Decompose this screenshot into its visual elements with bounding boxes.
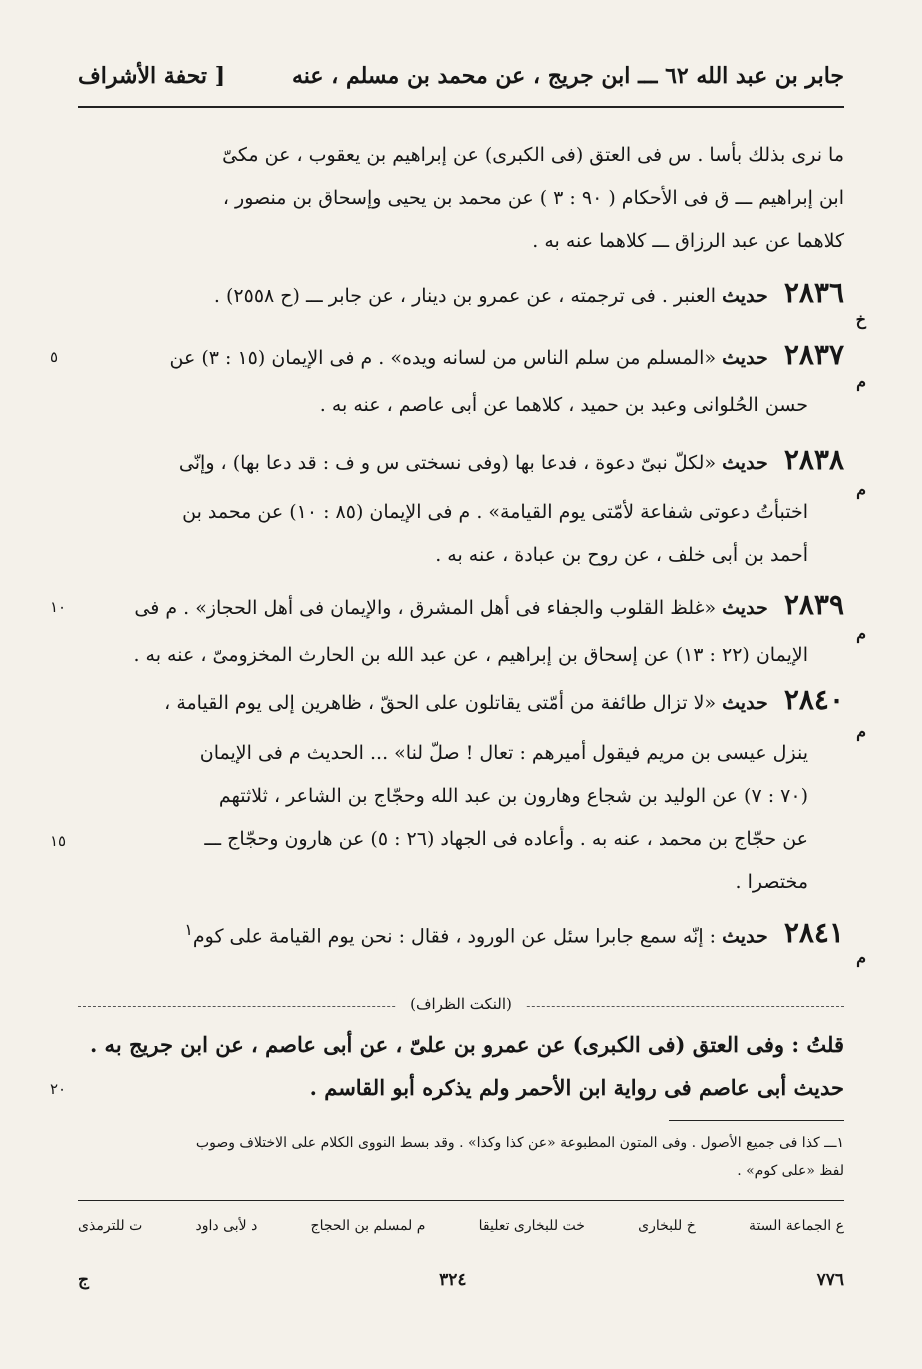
- margin-line-number: ٥: [50, 348, 59, 366]
- hadith-continuation: عن حجّاج بن محمد ، عنه به . وأعاده فى الجهاد (٢٦ : ٥) عن هارون وحجّاج ـــ: [204, 828, 808, 850]
- sigla-mark: م: [856, 624, 866, 643]
- hadith-entry: [78, 685, 844, 718]
- hadith-continuation: الإيمان (٢٢ : ١٣) عن إسحاق بن إبراهيم ، عن عبد الله بن الحارث المخزومىّ ، عنه به .: [133, 644, 808, 666]
- hadith-number: ٢٨٣٨: [783, 443, 844, 476]
- volume-letter: ج: [78, 1270, 89, 1290]
- hadith-label: حديث: [722, 452, 768, 474]
- sigla-mark: م: [856, 480, 866, 499]
- hadith-label: حديث: [722, 692, 768, 714]
- legend-item: ع الجماعة الستة: [748, 1218, 844, 1234]
- hadith-continuation: أحمد بن أبى خلف ، عن روح بن عبادة ، عنه به .: [435, 544, 808, 566]
- hadith-number: ٢٨٤١: [783, 916, 844, 950]
- hadith-text: العنبر . فى ترجمته ، عن عمرو بن دينار ، عن جابر ـــ (ح ٢٥٥٨) .: [213, 285, 717, 307]
- legend-item: م لمسلم بن الحجاج: [310, 1218, 426, 1234]
- hadith-label: حديث: [722, 597, 768, 619]
- hadith-text: «غلظ القلوب والجفاء فى أهل المشرق ، والإيمان فى أهل الحجاز» . م فى: [134, 597, 717, 619]
- page-number-right: ٧٧٦: [816, 1270, 844, 1290]
- hadith-text: : إنّه سمع جابرا سئل عن الورود ، فقال : نحن يوم القيامة على كوم: [192, 925, 717, 948]
- legend-item: ت للترمذى: [78, 1218, 143, 1234]
- hadith-label: حديث: [722, 925, 768, 948]
- section-divider: [78, 995, 844, 1017]
- margin-line-number: ١٥: [50, 832, 67, 850]
- footnote-rule: [669, 1120, 844, 1121]
- running-title: جابر بن عبد الله ٦٢ ـــ ابن جريج ، عن محمد بن مسلم ، عنه: [292, 63, 844, 89]
- hadith-continuation: (٧٠ : ٧) عن الوليد بن شجاع وهارون بن عبد الله وحجّاج بن الشاعر ، ثلاثتهم: [218, 785, 808, 807]
- hadith-continuation: اختبأتُ دعوتى شفاعة لأمّتى يوم القيامة» . م فى الإيمان (٨٥ : ١٠) عن محمد بن: [182, 501, 808, 523]
- hadith-number: ٢٨٣٧: [783, 338, 844, 371]
- footnote-line: لفظ «على كوم» .: [737, 1163, 844, 1179]
- text-line: كلاهما عن عبد الرزاق ـــ كلاهما عنه به .: [532, 230, 844, 252]
- sigla-mark: خ: [855, 310, 866, 329]
- hadith-continuation: مختصرا .: [735, 871, 808, 893]
- hadith-text: «لا تزال طائفة من أمّتى يقاتلون على الحقّ ، ظاهرين إلى يوم القيامة ،: [164, 692, 717, 714]
- text-line: ابن إبراهيم ـــ ق فى الأحكام ( ٩٠ : ٣ ) عن محمد بن يحيى وإسحاق بن منصور ،: [222, 187, 844, 209]
- page-numbers: [78, 1270, 844, 1290]
- hadith-continuation: حسن الحُلوانى وعبد بن حميد ، كلاهما عن أبى عاصم ، عنه به .: [319, 394, 808, 416]
- sigla-mark: م: [856, 372, 866, 391]
- page-number-center: ٣٢٤: [439, 1270, 467, 1290]
- footnote-line: ١ـــ كذا فى جميع الأصول . وفى المتون المطبوعة «عن كذا وكذا» . وقد بسط النووى الكلام على الاختلاف وصوب: [195, 1135, 844, 1151]
- hadith-entry: [78, 340, 844, 373]
- sigla-legend: [78, 1218, 844, 1234]
- sigla-mark: م: [856, 722, 866, 741]
- legend-item: خ للبخارى: [638, 1218, 696, 1234]
- hadith-label: حديث: [722, 347, 768, 369]
- footer-rule: [78, 1200, 844, 1201]
- margin-line-number: ٢٠: [50, 1080, 67, 1098]
- sigla-mark: م: [856, 948, 866, 967]
- hadith-label: حديث: [722, 285, 768, 307]
- hadith-text: «المسلم من سلم الناس من لسانه ويده» . م فى الإيمان (١٥ : ٣) عن: [169, 347, 717, 369]
- page-header: [78, 52, 844, 100]
- hadith-number: ٢٨٤٠: [783, 683, 844, 716]
- legend-item: د لأبى داود: [195, 1218, 258, 1234]
- book-title: [ تحفة الأشراف: [78, 63, 226, 89]
- hadith-text: «لكلّ نبىّ دعوة ، فدعا بها (وفى نسختى س و ف : قد دعا بها) ، وإنّى: [178, 452, 717, 474]
- hadith-entry: [78, 445, 844, 478]
- hadith-entry: [78, 278, 844, 311]
- header-rule: [78, 106, 844, 108]
- hadith-entry: [78, 590, 844, 623]
- hadith-number: ٢٨٣٦: [783, 276, 844, 309]
- hadith-number: ٢٨٣٩: [783, 588, 844, 621]
- hadith-continuation: ينزل عيسى بن مريم فيقول أميرهم : تعال ! صلّ لنا» ... الحديث م فى الإيمان: [199, 742, 808, 764]
- note-line: حديث أبى عاصم فى رواية ابن الأحمر ولم يذكره أبو القاسم .: [309, 1075, 844, 1100]
- note-line: قلتُ : وفى العتق (فى الكبرى) عن عمرو بن علىّ ، عن أبى عاصم ، عن ابن جريج به .: [89, 1032, 844, 1057]
- text-line: ما نرى بذلك بأسا . س فى العتق (فى الكبرى) عن إبراهيم بن يعقوب ، عن مكىّ: [222, 144, 844, 166]
- legend-item: خت للبخارى تعليقا: [478, 1218, 585, 1234]
- hadith-entry: [78, 915, 844, 951]
- divider-label: (النكت الظراف): [396, 995, 526, 1013]
- footnote-marker: ١: [184, 920, 193, 939]
- margin-line-number: ١٠: [50, 598, 67, 616]
